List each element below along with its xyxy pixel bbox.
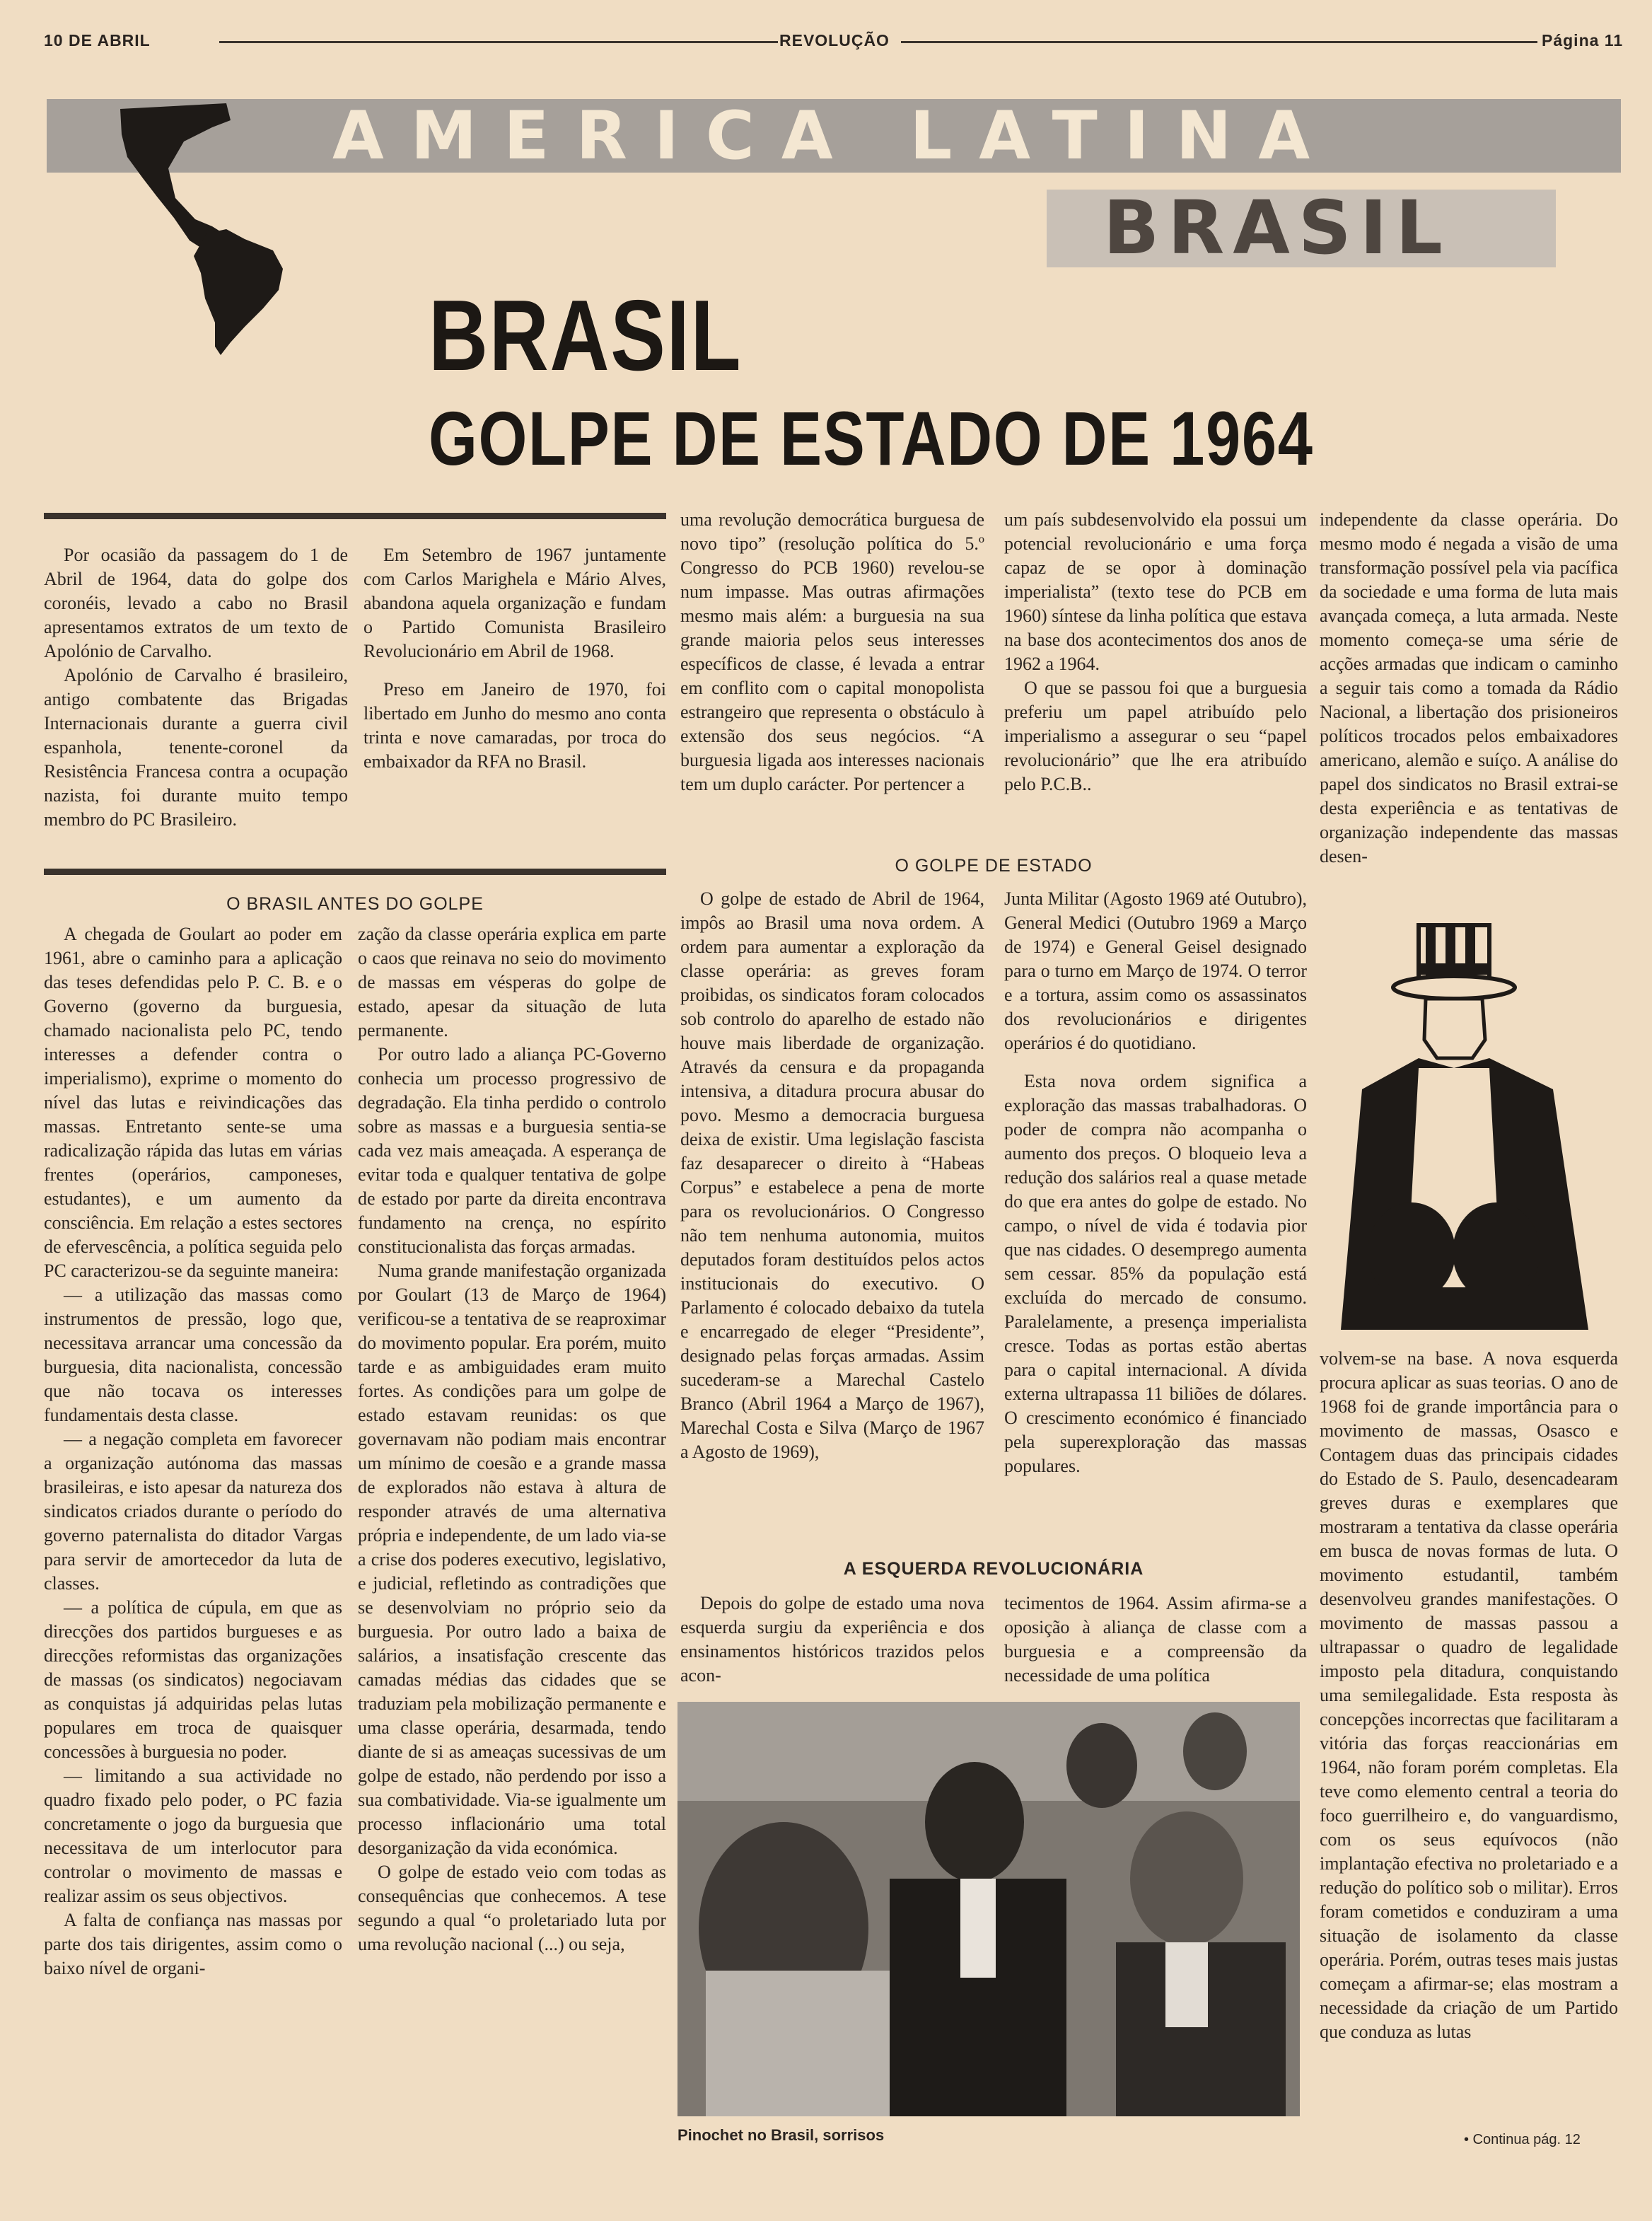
banner-country: BRASIL bbox=[1103, 185, 1451, 271]
intro-paragraph: Apolónio de Carvalho é brasileiro, antigo combatente das Brigadas Internacionais durante a guerra civil espanhola, tenente-coronel da Resistência Francesa contra a ocupação nazista, foi durante muito tempo membro do PC Brasileiro. bbox=[44, 665, 348, 830]
page-number: Página 11 bbox=[1542, 31, 1624, 50]
issue-date: 10 DE ABRIL bbox=[44, 31, 151, 50]
article-paragraph: um país subdesenvolvido ela possui um potencial revolucionário e uma força capaz de se opor à dominação imperialista” (texto tese do PCB em 1960) síntese da linha política que estava na base dos acontecimentos dos anos de 1962 a 1964. bbox=[1004, 509, 1307, 674]
header-rule-right bbox=[901, 41, 1537, 43]
article-paragraph: Numa grande manifestação organizada por Goulart (13 de Março de 1964) verificou-se a tentativa de se reaproximar do movimento popular. Era porém, muito tarde e as ambiguidades eram muito fortes. As condições para um golpe de estado estavam reunidas: os que governavam não podiam mais encontrar um mínimo de coesão e a grande massa de explorados não estava à altura de responder através de uma alternativa própria e independente, de um lado via-se a crise dos poderes executivo, legislativo, e judicial, refletindo as contradições que se desenvolviam no próprio seio da burguesia. Por outro lado a baixa de salários, a insatisfação crescente das camadas médias das cidades que se traduziam pela mobilização permanente e uma classe operária, desarmada, tendo diante de si as ameaças sucessivas de um golpe de estado, não perdendo por isso a sua combatividade. Via-se igualmente um processo inflacionário uma total desorganização da vida económica. bbox=[358, 1260, 666, 1858]
golpe-col1 bbox=[680, 887, 984, 1545]
photo-caption: Pinochet no Brasil, sorrisos bbox=[677, 2126, 885, 2144]
article-paragraph: Por outro lado a aliança PC-Governo conhecia um processo progressivo de degradação. Ela tinha perdido o controlo sobre as massas e a burguesia sentia-se cada vez mais ameaçada. A esperança de evitar toda e qualquer tentativa de golpe de estado por parte da direita encontrava fundamento na crença, no espírito constitucionalista das forças armadas. bbox=[358, 1044, 666, 1257]
section-heading-golpe: O GOLPE DE ESTADO bbox=[895, 856, 1093, 876]
article-paragraph: zação da classe operária explica em parte o caos que reinava no seio do movimento de massas em vésperas do golpe de estado, apesar da situação de luta permanente. bbox=[358, 924, 666, 1040]
esquerda-col1 bbox=[680, 1591, 984, 1688]
section-heading-antes: O BRASIL ANTES DO GOLPE bbox=[226, 894, 484, 914]
banner-region: AMERICA LATINA bbox=[332, 103, 1337, 170]
intro-paragraph: Por ocasião da passagem do 1 de Abril de 1964, data do golpe dos coronéis, levado a cabo no Brasil apresentamos extratos de um texto de Apolónio de Carvalho. bbox=[44, 545, 348, 661]
continuation-note: • Continua pág. 12 bbox=[1464, 2132, 1581, 2147]
intro-col1 bbox=[44, 543, 348, 832]
news-photo-illustration bbox=[677, 1702, 1300, 2116]
esquerda-col2 bbox=[1004, 1591, 1307, 1688]
golpe-col2 bbox=[1004, 887, 1307, 1545]
header-rule-left bbox=[219, 41, 778, 43]
paper-name: REVOLUÇÃO bbox=[779, 31, 890, 50]
intro-paragraph: Em Setembro de 1967 juntamente com Carlos Marighela e Mário Alves, abandona aquela organização e fundam o Partido Comunista Brasileiro Revolucionário em Abril de 1968. bbox=[363, 545, 666, 661]
article-paragraph: A falta de confiança nas massas por parte dos tais dirigentes, assim como o baixo nível de organi- bbox=[44, 1910, 342, 1978]
col5-top bbox=[1320, 508, 1618, 918]
article-paragraph: volvem-se na base. A nova esquerda procura aplicar as suas teorias. O ano de 1968 foi de grande importância para o movimento de massas, Osasco e Contagem duas das principais cidades do Estado de S. Paulo, desencadearam greves duras e exemplares que mostraram a tentativa da classe operária em busca de novas formas de luta. O movimento estudantil, também desenvolveu grandes manifestações. O movimento de massas passou a ultrapassar o quadro de legalidade imposto pela ditadura, conquistando uma semilegalidade. Esta resposta às concepções incorrectas que facilitaram a vitória das forças reaccionárias em 1964, não foram porém completas. Ela teve como elemento central a teoria do foco guerrilheiro e, do vanguardismo, com os seus equívocos (não implantação efectiva no proletariado e a redução do político sob o militar). Erros foram cometidos e conduziram a uma situação de isolamento da classe operária. Porém, outras teses mais justas começam a afirmar-se; elas mostram a necessidade da criação de um Partido que conduza as lutas bbox=[1320, 1348, 1618, 2042]
section-heading-esquerda: A ESQUERDA REVOLUCIONÁRIA bbox=[843, 1559, 1144, 1579]
intro-top-rule bbox=[44, 513, 666, 519]
article-paragraph: A chegada de Goulart ao poder em 1961, abre o caminho para a aplicação das teses defendidas pelo P. C. B. e o Governo (governo da burguesia, chamado nacionalista pelo PC, tendo interesses a defender contra o imperialismo), exprime o momento do nível das lutas e reivindicações das massas. Entretanto sente-se uma radicalização rápida das lutas em várias frentes (operários, camponeses, estudantes), e um aumento da consciência. Em relação a estes sectores de efervescência, a política seguida pelo PC caracterizou-se da seguinte maneira: bbox=[44, 924, 342, 1281]
article-paragraph: — limitando a sua actividade no quadro fixado pelo poder, o PC fazia concretamente o jogo da burguesia que necessitava de um interlocutor para controlar o movimento de massas e realizar assim os seus objectivos. bbox=[44, 1765, 342, 1906]
article-paragraph: O golpe de estado de Abril de 1964, impôs ao Brasil uma nova ordem. A ordem para aumentar a exploração da classe operária: as greves foram proibidas, os sindicatos foram colocados sob controlo do aparelho de estado não houve mais liberdade de organização. Através da censura e da propaganda intensiva, a ditadura procura abusar do povo. Mesmo a democracia burguesa deixa de existir. Uma legislação fascista faz desaparecer o direito à “Habeas Corpus” e estabelece a pena de morte para os revolucionários. O Congresso não tem nenhuma autonomia, muitos deputados foram destituídos pelos actos institucionais do executivo. O Parlamento é colocado debaixo da tutela e encarregado de eleger “Presidente”, designado pelas forças armadas. Assim sucederam-se a Marechal Castelo Branco (Abril 1964 a Março de 1967), Marechal Costa e Silva (Março de 1967 a Agosto de 1969), bbox=[680, 888, 984, 1462]
intro-paragraph: Preso em Janeiro de 1970, foi libertado em Junho do mesmo ano conta trinta e nove camaradas, por troca do embaixador da RFA no Brasil. bbox=[363, 679, 666, 772]
news-photo bbox=[677, 1702, 1300, 2116]
intro-bottom-rule bbox=[44, 869, 666, 875]
intro-col2 bbox=[363, 543, 666, 774]
article-paragraph: O golpe de estado veio com todas as consequências que conhecemos. A tese segundo a qual “o proletariado luta por uma revolução nacional (...) ou seja, bbox=[358, 1862, 666, 1954]
article-paragraph: tecimentos de 1964. Assim afirma-se a oposição à aliança de classe com a burguesia e a compreensão da necessidade de uma política bbox=[1004, 1593, 1307, 1686]
article-paragraph: O que se passou foi que a burguesia preferiu um papel atribuído pelo imperialismo a assegurar o seu “papel revolucionário” que lhe era atribuído pelo P.C.B.. bbox=[1004, 678, 1307, 794]
col5-bottom bbox=[1320, 1347, 1618, 2130]
headline-title: BRASIL bbox=[429, 279, 743, 392]
antes-col1 bbox=[44, 922, 342, 2125]
article-paragraph: — a negação completa em favorecer a organização autónoma das massas brasileiras, e isto apesar da natureza dos sindicatos criados durante o período do governo paternalista do ditador Vargas para servir de amortecedor da luta de classes. bbox=[44, 1429, 342, 1594]
article-paragraph: — a utilização das massas como instrumentos de pressão, logo que, necessitava arrancar uma concessão da burguesia, dita nacionalista, concessão que não tocava os interesses fundamentais desta classe. bbox=[44, 1285, 342, 1425]
col3-top bbox=[680, 508, 984, 845]
headline-subtitle: GOLPE DE ESTADO DE 1964 bbox=[429, 395, 1314, 481]
article-paragraph: independente da classe operária. Do mesmo modo é negada a visão de uma transformação possível pela via pacífica da sociedade e uma forma de luta mais avançada começa, a luta armada. Neste momento começa-se uma série de acções armadas que indicam o caminho a seguir tais como a tomada da Rádio Nacional, a libertação dos prisioneiros políticos trocados pelos embaixadores americano, alemão e suíço. A análise do papel dos sindicatos no Brasil extrai-se desta experiência e as tentativas de organização independente das massas desen- bbox=[1320, 509, 1618, 866]
article-paragraph: uma revolução democrática burguesa de novo tipo” (resolução política do 5.º Congresso do PCB 1960) revelou-se num impasse. Mas outras afirmações mesmo mais além: a burguesia na sua grande maioria pelos seus interesses específicos de classe, é levada a entrar em conflito com o capital monopolista estrangeiro que representa o obstáculo à extensão dos seus negócios. “A burguesia ligada aos interesses nacionais tem um duplo carácter. Por pertencer a bbox=[680, 509, 984, 794]
article-paragraph: Depois do golpe de estado uma nova esquerda surgiu da experiência e dos ensinamentos históricos trazidos pelos acon- bbox=[680, 1593, 984, 1686]
article-paragraph: — a política de cúpula, em que as direcções dos partidos burgueses e as direcções reformistas das organizações de massas (os sindicatos) negociavam as conquistas já adquiridas pelas lutas populares em troca de quaisquer concessões à burguesia no poder. bbox=[44, 1597, 342, 1762]
article-paragraph: Esta nova ordem significa a exploração das massas trabalhadoras. O poder de compra não acompanha o aumento dos preços. O bloqueio leva a redução dos salários real a quase metade do que era antes do golpe de estado. No campo, o nível de vida é todavia pior que nas cidades. O desemprego aumenta sem cessar. 85% da população está excluída do mercado de consumo. Paralelamente, a presença imperialista cresce. Todas as portas estão abertas para o capital internacional. A dívida externa ultrapassa 11 biliões de dólares. O crescimento económico é financiado pela superexploração das massas populares. bbox=[1004, 1071, 1307, 1476]
latin-america-map-icon bbox=[106, 99, 290, 361]
col4-top bbox=[1004, 508, 1307, 845]
article-paragraph: Junta Militar (Agosto 1969 até Outubro), General Medici (Outubro 1969 a Março de 1974) e General Geisel designado para o turno em Março de 1974. O terror e a tortura, assim como os assassinatos dos revolucionários e dirigentes operários é do quotidiano. bbox=[1004, 888, 1307, 1053]
uncle-sam-illustration-icon bbox=[1334, 920, 1595, 1330]
antes-col2 bbox=[358, 922, 666, 2125]
